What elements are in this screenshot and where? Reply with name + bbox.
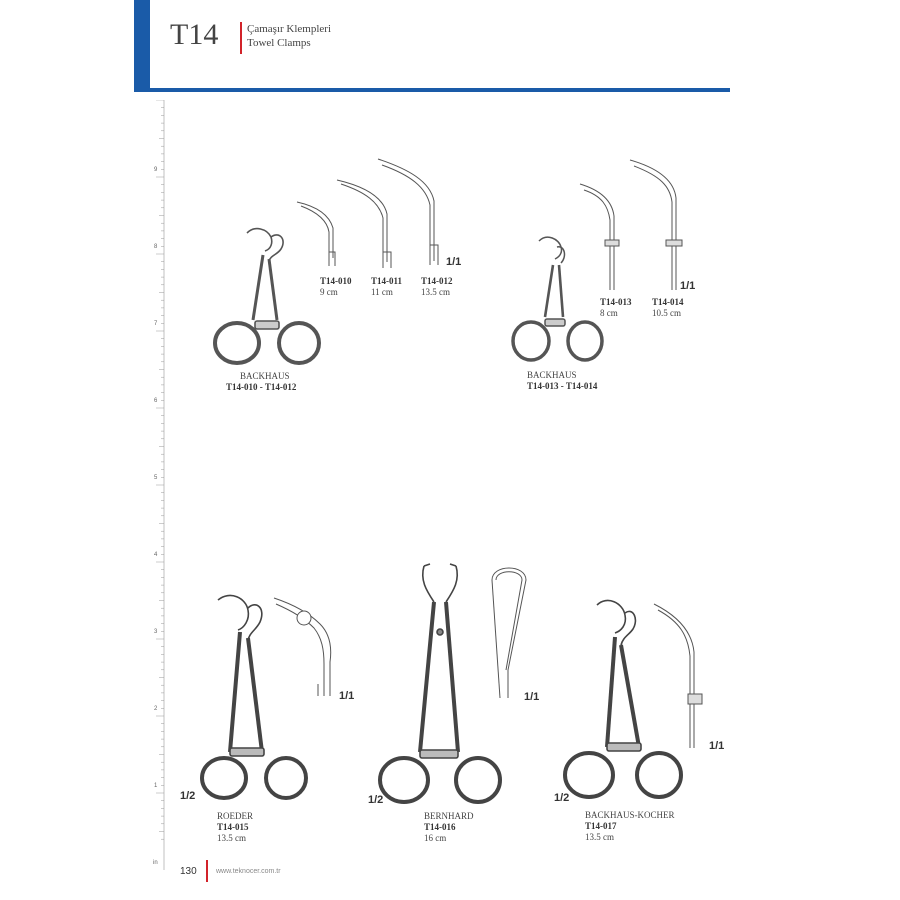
backhaus2-range: T14-013 - T14-014 bbox=[527, 381, 598, 391]
detail-size-t14-013: 8 cm bbox=[600, 308, 618, 318]
roeder-tip-detail bbox=[272, 592, 342, 702]
ruler-mark-8: 8 bbox=[154, 244, 158, 250]
roeder-name: ROEDER bbox=[217, 811, 253, 821]
roeder-code: T14-015 bbox=[217, 822, 249, 832]
backhaus2-name: BACKHAUS bbox=[527, 370, 577, 380]
scale-full-group1: 1/1 bbox=[446, 256, 462, 268]
detail-code-t14-011: T14-011 bbox=[371, 276, 403, 286]
ruler-mark-2: 2 bbox=[154, 706, 158, 712]
ruler-mark-6: 6 bbox=[154, 398, 158, 404]
ruler-mark-4: 4 bbox=[154, 552, 158, 558]
scale-full-bernhard: 1/1 bbox=[524, 691, 540, 703]
page-number: 130 bbox=[180, 866, 197, 877]
title-english: Towel Clamps bbox=[247, 37, 311, 49]
bernhard-tip-detail bbox=[486, 560, 536, 700]
inch-ruler bbox=[150, 100, 170, 870]
scale-full-kocher: 1/1 bbox=[709, 740, 725, 752]
header-rule bbox=[134, 88, 730, 92]
backhaus1-range: T14-010 - T14-012 bbox=[226, 382, 297, 392]
detail-code-t14-014: T14-014 bbox=[652, 297, 684, 307]
backhaus1-name: BACKHAUS bbox=[240, 371, 290, 381]
detail-code-t14-013: T14-013 bbox=[600, 297, 632, 307]
website-url: www.teknocer.com.tr bbox=[216, 868, 281, 875]
tip-detail-t14-012 bbox=[376, 157, 446, 272]
scale-half-bernhard: 1/2 bbox=[368, 794, 384, 806]
header-blue-bar bbox=[134, 0, 150, 92]
header-separator bbox=[240, 22, 242, 54]
bernhard-size: 16 cm bbox=[424, 833, 447, 843]
title-turkish: Çamaşır Klempleri bbox=[247, 23, 332, 35]
bernhard-code: T14-016 bbox=[424, 822, 456, 832]
ruler-mark-3: 3 bbox=[154, 629, 158, 635]
scale-full-group2: 1/1 bbox=[680, 280, 696, 292]
detail-size-t14-010: 9 cm bbox=[320, 287, 338, 297]
backhaus-kocher-tip-detail bbox=[652, 602, 707, 752]
roeder-size: 13.5 cm bbox=[217, 833, 246, 843]
detail-size-t14-011: 11 cm bbox=[371, 287, 393, 297]
backhaus-kocher-size: 13.5 cm bbox=[585, 832, 614, 842]
section-code: T14 bbox=[170, 18, 219, 51]
detail-code-t14-012: T14-012 bbox=[421, 276, 453, 286]
tip-detail-t14-013 bbox=[578, 182, 623, 292]
ruler-mark-5: 5 bbox=[154, 475, 158, 481]
ruler-unit: in bbox=[153, 860, 158, 866]
scale-full-roeder: 1/1 bbox=[339, 690, 355, 702]
ruler-mark-1: 1 bbox=[154, 783, 158, 789]
detail-size-t14-012: 13.5 cm bbox=[421, 287, 450, 297]
tip-detail-t14-014 bbox=[628, 158, 683, 293]
bernhard-name: BERNHARD bbox=[424, 811, 474, 821]
detail-code-t14-010: T14-010 bbox=[320, 276, 352, 286]
footer-separator bbox=[206, 860, 208, 882]
ruler-mark-9: 9 bbox=[154, 167, 158, 173]
ruler-mark-7: 7 bbox=[154, 321, 158, 327]
backhaus-kocher-name: BACKHAUS-KOCHER bbox=[585, 810, 675, 820]
backhaus-kocher-code: T14-017 bbox=[585, 821, 617, 831]
scale-half-kocher: 1/2 bbox=[554, 792, 570, 804]
detail-size-t14-014: 10.5 cm bbox=[652, 308, 681, 318]
scale-half-roeder: 1/2 bbox=[180, 790, 196, 802]
